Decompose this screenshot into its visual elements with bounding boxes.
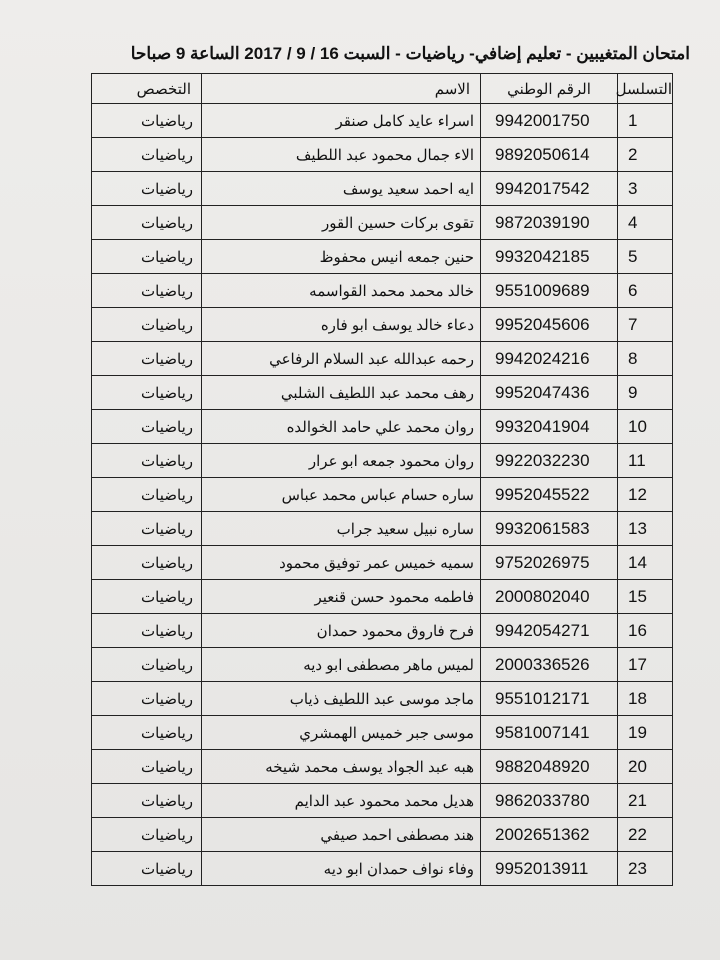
header-serial: التسلسل xyxy=(618,74,673,104)
serial-cell: 15 xyxy=(618,580,673,614)
name-cell: تقوى بركات حسين القور xyxy=(202,206,481,240)
name-cell: ساره حسام عباس محمد عباس xyxy=(202,478,481,512)
table-row xyxy=(92,274,673,308)
national-id-cell: 2000802040 xyxy=(481,580,618,614)
national-id-cell: 9952047436 xyxy=(481,376,618,410)
specialty-cell: رياضيات xyxy=(92,614,202,648)
name-cell: رحمه عبدالله عبد السلام الرفاعي xyxy=(202,342,481,376)
name-cell: موسى جبر خميس الهمشري xyxy=(202,716,481,750)
specialty-cell: رياضيات xyxy=(92,784,202,818)
national-id-cell: 9942017542 xyxy=(481,172,618,206)
national-id-cell: 9922032230 xyxy=(481,444,618,478)
serial-cell: 6 xyxy=(618,274,673,308)
name-cell: وفاء نواف حمدان ابو ديه xyxy=(202,852,481,886)
header-specialty: التخصص xyxy=(92,74,202,104)
national-id-cell: 9942054271 xyxy=(481,614,618,648)
serial-cell: 13 xyxy=(618,512,673,546)
specialty-cell: رياضيات xyxy=(92,104,202,138)
serial-cell: 3 xyxy=(618,172,673,206)
national-id-cell: 9892050614 xyxy=(481,138,618,172)
name-cell: ماجد موسى عبد اللطيف ذياب xyxy=(202,682,481,716)
name-cell: روان محمود جمعه ابو عرار xyxy=(202,444,481,478)
name-cell: هبه عبد الجواد يوسف محمد شيخه xyxy=(202,750,481,784)
table-row xyxy=(92,138,673,172)
table-row xyxy=(92,444,673,478)
specialty-cell: رياضيات xyxy=(92,478,202,512)
specialty-cell: رياضيات xyxy=(92,852,202,886)
name-cell: هند مصطفى احمد صيفي xyxy=(202,818,481,852)
specialty-cell: رياضيات xyxy=(92,342,202,376)
serial-cell: 17 xyxy=(618,648,673,682)
serial-cell: 1 xyxy=(618,104,673,138)
header-name: الاسم xyxy=(202,74,481,104)
name-cell: فرح فاروق محمود حمدان xyxy=(202,614,481,648)
national-id-cell: 9942001750 xyxy=(481,104,618,138)
serial-cell: 11 xyxy=(618,444,673,478)
name-cell: فاطمه محمود حسن قنعير xyxy=(202,580,481,614)
serial-cell: 12 xyxy=(618,478,673,512)
serial-cell: 7 xyxy=(618,308,673,342)
table-row xyxy=(92,478,673,512)
table-row xyxy=(92,682,673,716)
specialty-cell: رياضيات xyxy=(92,512,202,546)
specialty-cell: رياضيات xyxy=(92,818,202,852)
name-cell: رهف محمد عبد اللطيف الشلبي xyxy=(202,376,481,410)
serial-cell: 19 xyxy=(618,716,673,750)
national-id-cell: 9872039190 xyxy=(481,206,618,240)
name-cell: ايه احمد سعيد يوسف xyxy=(202,172,481,206)
serial-cell: 8 xyxy=(618,342,673,376)
national-id-cell: 9581007141 xyxy=(481,716,618,750)
specialty-cell: رياضيات xyxy=(92,240,202,274)
serial-cell: 10 xyxy=(618,410,673,444)
specialty-cell: رياضيات xyxy=(92,172,202,206)
serial-cell: 21 xyxy=(618,784,673,818)
national-id-cell: 9932042185 xyxy=(481,240,618,274)
national-id-cell: 9862033780 xyxy=(481,784,618,818)
serial-cell: 4 xyxy=(618,206,673,240)
table-row xyxy=(92,648,673,682)
name-cell: ساره نبيل سعيد جراب xyxy=(202,512,481,546)
national-id-cell: 9952045606 xyxy=(481,308,618,342)
national-id-cell: 9551012171 xyxy=(481,682,618,716)
national-id-cell: 9752026975 xyxy=(481,546,618,580)
name-cell: الاء جمال محمود عبد اللطيف xyxy=(202,138,481,172)
specialty-cell: رياضيات xyxy=(92,376,202,410)
table-row xyxy=(92,580,673,614)
name-cell: لميس ماهر مصطفى ابو ديه xyxy=(202,648,481,682)
national-id-cell: 2002651362 xyxy=(481,818,618,852)
specialty-cell: رياضيات xyxy=(92,138,202,172)
table-row xyxy=(92,376,673,410)
specialty-cell: رياضيات xyxy=(92,308,202,342)
header-national-id: الرقم الوطني xyxy=(481,74,618,104)
table-row xyxy=(92,410,673,444)
name-cell: سميه خميس عمر توفيق محمود xyxy=(202,546,481,580)
document-title: امتحان المتغيبين - تعليم إضافي- رياضيات - السبت 16 / 9 / 2017 الساعة 9 صباحا xyxy=(130,44,690,63)
table-row xyxy=(92,818,673,852)
specialty-cell: رياضيات xyxy=(92,580,202,614)
name-cell: دعاء خالد يوسف ابو فاره xyxy=(202,308,481,342)
table-row xyxy=(92,546,673,580)
table-row xyxy=(92,206,673,240)
serial-cell: 2 xyxy=(618,138,673,172)
table-row xyxy=(92,512,673,546)
national-id-cell: 9551009689 xyxy=(481,274,618,308)
serial-cell: 5 xyxy=(618,240,673,274)
national-id-cell: 9942024216 xyxy=(481,342,618,376)
national-id-cell: 9882048920 xyxy=(481,750,618,784)
specialty-cell: رياضيات xyxy=(92,274,202,308)
table-row xyxy=(92,852,673,886)
national-id-cell: 9932061583 xyxy=(481,512,618,546)
table-header-row xyxy=(92,74,673,104)
serial-cell: 9 xyxy=(618,376,673,410)
specialty-cell: رياضيات xyxy=(92,410,202,444)
table-row xyxy=(92,716,673,750)
serial-cell: 22 xyxy=(618,818,673,852)
national-id-cell: 2000336526 xyxy=(481,648,618,682)
national-id-cell: 9952013911 xyxy=(481,852,618,886)
table-row xyxy=(92,614,673,648)
specialty-cell: رياضيات xyxy=(92,546,202,580)
table-row xyxy=(92,308,673,342)
specialty-cell: رياضيات xyxy=(92,206,202,240)
national-id-cell: 9932041904 xyxy=(481,410,618,444)
serial-cell: 20 xyxy=(618,750,673,784)
specialty-cell: رياضيات xyxy=(92,444,202,478)
name-cell: هديل محمد محمود عبد الدايم xyxy=(202,784,481,818)
table-row xyxy=(92,172,673,206)
national-id-cell: 9952045522 xyxy=(481,478,618,512)
specialty-cell: رياضيات xyxy=(92,750,202,784)
name-cell: خالد محمد محمد القواسمه xyxy=(202,274,481,308)
table-row xyxy=(92,750,673,784)
name-cell: حنين جمعه انيس محفوظ xyxy=(202,240,481,274)
table-row xyxy=(92,104,673,138)
table-row xyxy=(92,784,673,818)
specialty-cell: رياضيات xyxy=(92,716,202,750)
serial-cell: 16 xyxy=(618,614,673,648)
specialty-cell: رياضيات xyxy=(92,682,202,716)
serial-cell: 18 xyxy=(618,682,673,716)
name-cell: روان محمد علي حامد الخوالده xyxy=(202,410,481,444)
specialty-cell: رياضيات xyxy=(92,648,202,682)
students-table xyxy=(91,73,673,886)
table-row xyxy=(92,342,673,376)
serial-cell: 23 xyxy=(618,852,673,886)
serial-cell: 14 xyxy=(618,546,673,580)
table-row xyxy=(92,240,673,274)
name-cell: اسراء عايد كامل صنقر xyxy=(202,104,481,138)
